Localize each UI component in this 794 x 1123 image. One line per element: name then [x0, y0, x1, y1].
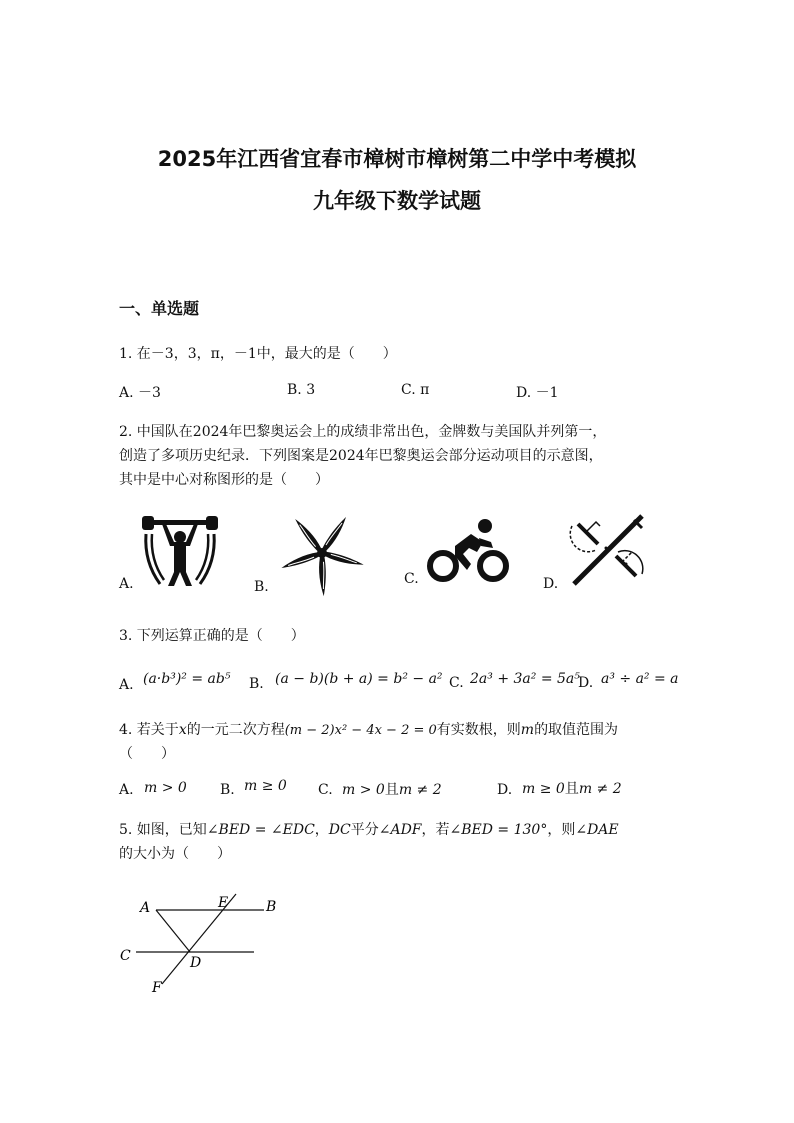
- fencing-icon[interactable]: [566, 512, 648, 588]
- cycling-icon[interactable]: [427, 518, 511, 584]
- question-3-option-c-expr: 2a³ + 3a² = 5a⁵: [470, 671, 580, 687]
- question-4-option-c-expr: [342, 779, 442, 799]
- question-4-option-d-expr: [522, 778, 622, 798]
- q5-sep-2: ，若: [421, 822, 450, 838]
- question-3-option-d-expr: a³ ÷ a² = a: [601, 671, 679, 687]
- q5-sep-3: ，则: [547, 822, 576, 838]
- label-d: D: [190, 955, 202, 971]
- question-1-option-b[interactable]: B. 3: [287, 382, 316, 398]
- pinwheel-icon[interactable]: [282, 515, 362, 591]
- q5-sep-1: ，: [314, 822, 329, 838]
- question-3-stem: 3. 下列运算正确的是（ ）: [119, 628, 305, 644]
- question-3-option-c-label[interactable]: C.: [449, 675, 464, 691]
- weightlifting-icon[interactable]: [140, 512, 220, 590]
- label-e: E: [218, 895, 229, 911]
- section-heading: 一、单选题: [119, 299, 200, 318]
- question-5-line1: [119, 819, 619, 839]
- question-4-option-d-label[interactable]: D.: [497, 782, 513, 798]
- q4-d-expr1: m ≥ 0: [522, 781, 565, 797]
- q4-equation: (m − 2)x² − 4x − 2 = 0: [284, 723, 437, 738]
- geometry-figure: [118, 888, 293, 998]
- q4-text-4: 的取值范围为: [534, 722, 619, 738]
- question-2-option-b-label[interactable]: B.: [254, 579, 269, 595]
- q4-c-and: 且: [384, 782, 399, 798]
- question-2-option-d-label[interactable]: D.: [543, 576, 559, 592]
- question-4-option-b-label[interactable]: B.: [220, 782, 235, 798]
- question-2-option-a-label[interactable]: A.: [119, 576, 134, 592]
- label-b: B: [266, 899, 277, 915]
- q5-expr-3: ∠ADF: [378, 822, 422, 838]
- question-5-line2: 的大小为（ ）: [119, 846, 231, 862]
- q4-d-expr2: m ≠ 2: [578, 781, 622, 797]
- question-2-line1: 2. 中国队在2024年巴黎奥运会上的成绩非常出色，金牌数与美国队并列第一，: [119, 424, 607, 440]
- question-4-option-b-expr: m ≥ 0: [244, 778, 287, 794]
- q5-word-bisect: 平分: [350, 822, 379, 838]
- q5-expr-2: DC: [328, 822, 351, 838]
- question-4-stem-line2: （ ）: [119, 746, 175, 762]
- q4-c-expr1: m > 0: [342, 782, 385, 798]
- label-c: C: [120, 948, 131, 964]
- q4-text-2: 的一元二次方程: [186, 722, 285, 738]
- question-1-stem: 1. 在－3，3，π，－1中，最大的是（ ）: [119, 346, 397, 362]
- question-4-option-c-label[interactable]: C.: [318, 782, 333, 798]
- question-4-stem-line1: [119, 719, 618, 739]
- q5-expr-1: ∠BED = ∠EDC: [206, 822, 315, 838]
- question-3-option-b-expr: (a − b)(b + a) = b² − a²: [275, 671, 443, 687]
- question-2-line2: 创造了多项历史纪录．下列图案是2024年巴黎奥运会部分运动项目的示意图，: [119, 448, 603, 464]
- label-a: A: [140, 900, 151, 916]
- q4-c-expr2: m ≠ 2: [398, 782, 442, 798]
- q4-var-x: x: [178, 722, 187, 738]
- segment-ad: [156, 910, 190, 952]
- page-title-line1: 2025年江西省宜春市樟树市樟树第二中学中考模拟: [157, 147, 637, 171]
- question-3-option-b-label[interactable]: B.: [249, 676, 264, 692]
- q5-expr-5: ∠DAE: [575, 822, 619, 838]
- label-f: F: [152, 980, 162, 996]
- q4-text-3: 有实数根，则: [436, 722, 521, 738]
- question-1-option-d[interactable]: D. －1: [516, 385, 559, 401]
- question-4-option-a-label[interactable]: A.: [119, 782, 134, 798]
- question-2-option-c-label[interactable]: C.: [404, 571, 419, 587]
- question-1-option-a[interactable]: A. －3: [119, 385, 161, 401]
- question-3-option-d-label[interactable]: D.: [578, 675, 594, 691]
- q4-var-m: m: [520, 722, 535, 738]
- page-title-line2: 九年级下数学试题: [313, 189, 481, 213]
- q5-text-1: 5. 如图，已知: [119, 822, 207, 838]
- question-1-option-c[interactable]: C. π: [401, 382, 430, 398]
- question-4-option-a-expr: m > 0: [144, 780, 187, 796]
- question-3-option-a-label[interactable]: A.: [119, 677, 134, 693]
- q4-d-and: 且: [564, 781, 579, 797]
- q4-text-1: 4. 若关于: [119, 722, 179, 738]
- question-3-option-a-expr: (a·b³)² = ab⁵: [143, 671, 231, 687]
- q5-expr-4: ∠BED = 130°: [449, 822, 548, 838]
- question-2-line3: 其中是中心对称图形的是（ ）: [119, 472, 329, 488]
